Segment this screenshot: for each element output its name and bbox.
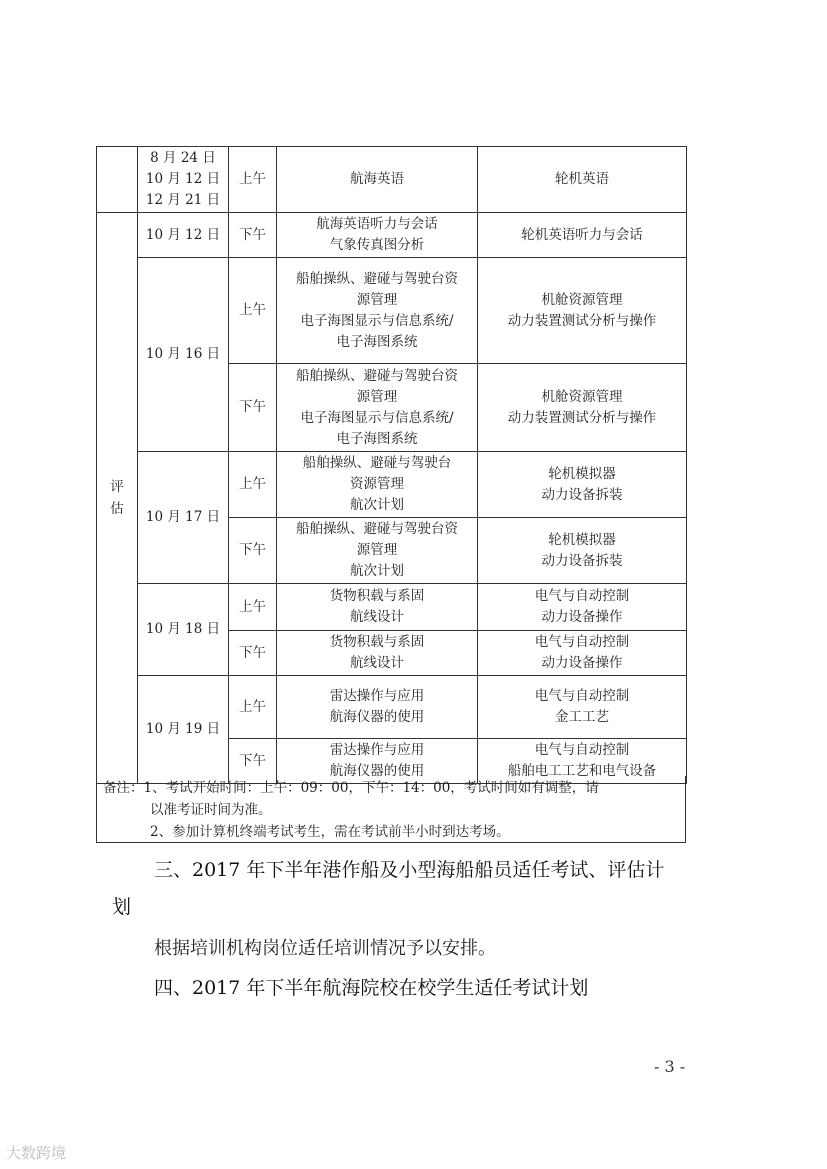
section-3-heading-cont: 划: [112, 896, 132, 918]
cell-line: 电子海图显示与信息系统/: [300, 409, 454, 426]
cell-line: 8 月 24 日: [150, 150, 216, 166]
engineering-subject-cell: [478, 452, 687, 518]
cell-line: 机舱资源管理: [541, 388, 623, 405]
cell-line: 资源管理: [350, 476, 404, 492]
remarks-box: [96, 776, 686, 843]
session-time-cell: 上午: [229, 584, 277, 631]
cell-line: 轮机模拟器: [548, 465, 616, 482]
navigation-subject-cell: [277, 258, 478, 364]
cell-line: 源管理: [356, 388, 398, 405]
date-cell: [138, 452, 229, 584]
navigation-subject-cell: [277, 518, 478, 584]
cell-line: 货物积载与系固: [329, 634, 425, 650]
cell-line: 10 月 19 日: [145, 721, 221, 737]
date-cell: [138, 258, 229, 452]
cell-line: 航次计划: [350, 563, 404, 579]
cell-line: 航海仪器的使用: [329, 709, 425, 725]
cell-line: 动力装置测试分析与操作: [507, 409, 657, 426]
engineering-subject-cell: [478, 147, 687, 213]
session-time-cell: 上午: [229, 452, 277, 518]
section-3-heading: 三、2017 年下半年港作船及小型海船船员适任考试、评估计: [154, 859, 665, 881]
date-cell: [138, 213, 229, 258]
cell-line: 12 月 21 日: [145, 192, 221, 208]
cell-line: 10 月 12 日: [145, 226, 221, 243]
section-3-body: 根据培训机构岗位适任培训情况予以安排。: [154, 938, 496, 959]
session-time-cell: 上午: [229, 258, 277, 364]
cell-line: 货物积载与系固: [329, 588, 425, 604]
session-time-cell: 下午: [229, 739, 277, 784]
cell-line: 轮机模拟器: [548, 531, 616, 548]
cell-line: 航海英语: [350, 171, 404, 187]
cell-line: 轮机英语听力与会话: [521, 226, 643, 243]
navigation-subject-cell: [277, 631, 478, 676]
date-cell: [138, 147, 229, 213]
cell-line: 船舶操纵、避碰与驾驶台资: [296, 367, 458, 384]
page-number: - 3 -: [654, 1057, 686, 1076]
cell-line: 船舶电工工艺和电气设备: [507, 763, 657, 779]
section-4-heading: 四、2017 年下半年航海院校在校学生适任考试计划: [154, 977, 589, 999]
date-cell: [138, 584, 229, 676]
cell-line: 雷达操作与应用: [329, 688, 425, 704]
cell-line: 动力设备拆装: [541, 552, 623, 569]
category-cell-empty: [97, 147, 138, 213]
session-time-cell: 下午: [229, 364, 277, 452]
cell-line: 源管理: [356, 291, 398, 308]
navigation-subject-cell: [277, 676, 478, 739]
cell-line: 轮机英语: [555, 171, 609, 187]
cell-line: 动力设备拆装: [541, 486, 623, 503]
navigation-subject-cell: [277, 584, 478, 631]
engineering-subject-cell: [478, 676, 687, 739]
exam-schedule-table: [96, 146, 687, 784]
cell-line: 电气与自动控制: [534, 688, 630, 704]
watermark-logo: 大数跨境: [6, 1144, 67, 1162]
navigation-subject-cell: [277, 452, 478, 518]
engineering-subject-cell: [478, 518, 687, 584]
engineering-subject-cell: [478, 258, 687, 364]
category-label: 评估: [110, 479, 124, 517]
cell-line: 机舱资源管理: [541, 291, 623, 308]
cell-line: 航海英语听力与会话: [316, 216, 438, 232]
cell-line: 金工工艺: [555, 709, 609, 725]
session-time-cell: 下午: [229, 631, 277, 676]
cell-line: 雷达操作与应用: [329, 742, 425, 758]
cell-line: 电子海图系统: [336, 430, 418, 447]
navigation-subject-cell: [277, 364, 478, 452]
cell-line: 气象传真图分析: [329, 237, 425, 253]
session-time-cell: 下午: [229, 518, 277, 584]
cell-line: 10 月 12 日: [145, 171, 221, 187]
engineering-subject-cell: [478, 631, 687, 676]
cell-line: 船舶操纵、避碰与驾驶台资: [296, 521, 458, 537]
table-row: [97, 147, 687, 213]
cell-line: 船舶操纵、避碰与驾驶台: [302, 455, 452, 471]
cell-line: 动力装置测试分析与操作: [507, 312, 657, 329]
table-row: [97, 452, 687, 518]
engineering-subject-cell: [478, 213, 687, 258]
cell-line: 电气与自动控制: [534, 588, 630, 604]
cell-line: 电气与自动控制: [534, 742, 630, 758]
cell-line: 动力设备操作: [541, 609, 623, 625]
cell-line: 电子海图显示与信息系统/: [300, 312, 454, 329]
navigation-subject-cell: [277, 147, 478, 213]
session-time-cell: 上午: [229, 676, 277, 739]
navigation-subject-cell: [277, 213, 478, 258]
engineering-subject-cell: [478, 584, 687, 631]
remark-line-2: 以准考证时间为准。: [150, 802, 272, 818]
cell-line: 10 月 17 日: [145, 509, 221, 525]
engineering-subject-cell: [478, 364, 687, 452]
cell-line: 航线设计: [350, 609, 404, 625]
table-row: [97, 676, 687, 739]
cell-line: 动力设备操作: [541, 655, 623, 671]
table-row: [97, 213, 687, 258]
category-cell: [97, 213, 138, 784]
cell-line: 航次计划: [350, 497, 404, 513]
cell-line: 10 月 18 日: [145, 621, 221, 637]
cell-line: 电气与自动控制: [534, 634, 630, 650]
cell-line: 源管理: [356, 542, 398, 558]
remark-line-3: 2、参加计算机终端考试考生，需在考试前半小时到达考场。: [150, 824, 510, 840]
cell-line: 航线设计: [350, 655, 404, 671]
table-row: [97, 584, 687, 631]
cell-line: 10 月 16 日: [145, 346, 221, 362]
cell-line: 船舶操纵、避碰与驾驶台资: [296, 270, 458, 287]
table-row: [97, 258, 687, 364]
remark-line-1: 备注：1、考试开始时间：上午：09：00，下午：14：00，考试时间如有调整，请: [103, 780, 599, 796]
session-time-cell: 上午: [229, 147, 277, 213]
date-cell: [138, 676, 229, 784]
cell-line: 航海仪器的使用: [329, 763, 425, 779]
session-time-cell: 下午: [229, 213, 277, 258]
cell-line: 电子海图系统: [336, 333, 418, 350]
